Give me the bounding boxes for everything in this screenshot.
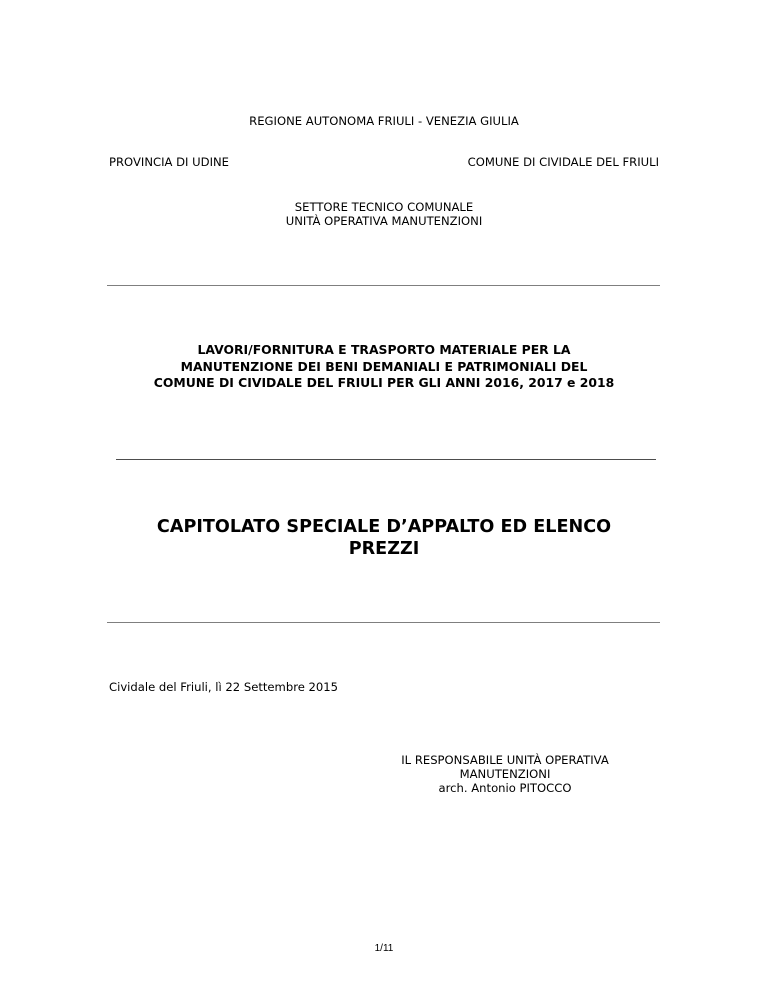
unit-heading: UNITÀ OPERATIVA MANUTENZIONI [285, 214, 483, 228]
divider-middle [116, 459, 656, 460]
municipality-heading: COMUNE DI CIVIDALE DEL FRIULI [467, 155, 659, 169]
title-line-2: PREZZI [348, 539, 420, 559]
signature-role-line-1: IL RESPONSABILE UNITÀ OPERATIVA [401, 753, 609, 767]
page-number: 1/11 [374, 943, 394, 954]
divider-top [107, 285, 660, 286]
region-heading: REGIONE AUTONOMA FRIULI - VENEZIA GIULIA [249, 114, 519, 128]
subject-line-1: LAVORI/FORNITURA E TRASPORTO MATERIALE PER LA [197, 342, 571, 357]
subject-line-3: COMUNE DI CIVIDALE DEL FRIULI PER GLI ANNI 2016, 2017 e 2018 [153, 375, 615, 390]
divider-bottom [107, 622, 660, 623]
subject-block [100, 342, 668, 392]
department-heading: SETTORE TECNICO COMUNALE [294, 200, 474, 214]
signature-name: arch. Antonio PITOCCO [438, 781, 572, 795]
signature-block [350, 753, 660, 795]
page-title [90, 516, 678, 560]
place-date: Cividale del Friuli, lì 22 Settembre 2015 [109, 680, 339, 694]
province-heading: PROVINCIA DI UDINE [109, 155, 229, 169]
title-line-1: CAPITOLATO SPECIALE D’APPALTO ED ELENCO [156, 517, 612, 537]
signature-role-line-2: MANUTENZIONI [459, 767, 551, 781]
subject-line-2: MANUTENZIONE DEI BENI DEMANIALI E PATRIMONIALI DEL [180, 358, 588, 374]
